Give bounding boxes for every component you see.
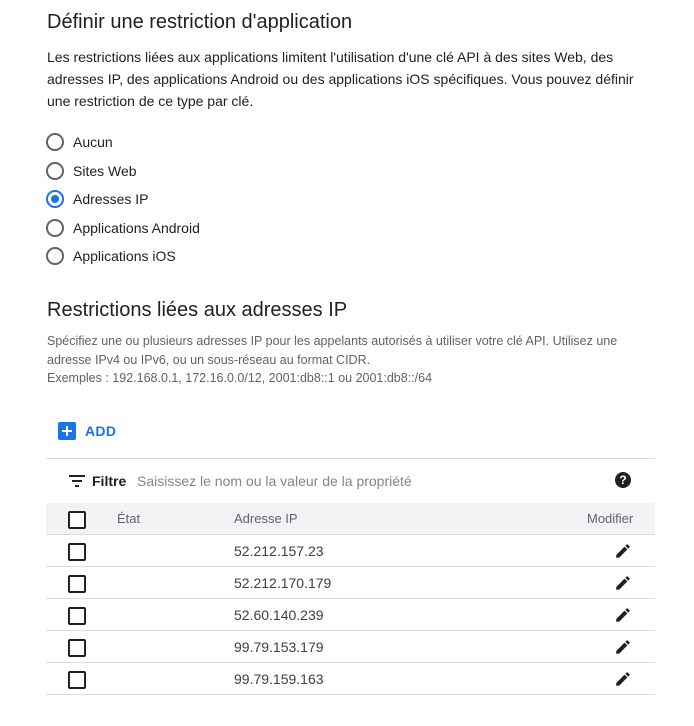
filter-label: Filtre [92, 473, 127, 489]
add-button[interactable] [58, 420, 116, 442]
row-checkbox[interactable] [68, 639, 86, 657]
divider [46, 534, 655, 535]
radio-option-sites-web[interactable] [46, 159, 137, 183]
radio-circle-icon[interactable] [46, 247, 64, 265]
edit-icon[interactable] [614, 574, 632, 592]
row-checkbox[interactable] [68, 543, 86, 561]
ip-examples-text: Exemples : 192.168.0.1, 172.16.0.0/12, 2001:db8::1 ou 2001:db8::/64 [47, 371, 433, 385]
radio-circle-icon[interactable] [46, 219, 64, 237]
divider [46, 458, 655, 459]
radio-circle-icon[interactable] [46, 162, 64, 180]
column-header-ip: Adresse IP [234, 511, 298, 526]
ip-address-cell: 52.60.140.239 [234, 607, 324, 623]
edit-icon[interactable] [614, 638, 632, 656]
radio-option-applications-android[interactable] [46, 216, 200, 240]
row-checkbox[interactable] [68, 671, 86, 689]
row-checkbox[interactable] [68, 575, 86, 593]
help-icon[interactable]: ? [615, 472, 631, 488]
ip-description-text: Spécifiez une ou plusieurs adresses IP pour les appelants autorisés à utiliser votre clé API. Utilisez une adresse IPv4 ou IPv6, ou un sous-réseau au format CIDR. [47, 334, 618, 367]
column-header-edit: Modifier [587, 511, 634, 526]
radio-checked-icon[interactable] [46, 190, 64, 208]
column-header-state: État [117, 511, 141, 526]
divider [46, 598, 655, 599]
radio-option-aucun[interactable] [46, 130, 113, 154]
ip-address-cell: 99.79.159.163 [234, 671, 324, 687]
ip-address-cell: 52.212.170.179 [234, 575, 332, 591]
add-button-label: ADD [85, 423, 117, 439]
ip-restrictions-description [47, 332, 657, 388]
radio-label: Aucun [73, 134, 113, 150]
radio-label: Applications iOS [73, 248, 176, 264]
edit-icon[interactable] [614, 542, 632, 560]
edit-icon[interactable] [614, 606, 632, 624]
radio-option-adresses-ip[interactable] [46, 187, 148, 211]
filter-input[interactable] [137, 470, 587, 492]
app-restriction-description: Les restrictions liées aux applications limitent l'utilisation d'une clé API à des sites Web, des adresses IP, des applications Android ou des applications iOS spécifiques. Vous pouvez définir une restriction de ce type par clé. [47, 49, 634, 109]
app-restriction-title: Définir une restriction d'application [47, 11, 353, 33]
divider [46, 566, 655, 567]
ip-address-cell: 52.212.157.23 [234, 543, 324, 559]
plus-icon [58, 422, 76, 440]
ip-address-cell: 99.79.153.179 [234, 639, 324, 655]
row-checkbox[interactable] [68, 607, 86, 625]
radio-label: Applications Android [73, 220, 200, 236]
radio-option-applications-ios[interactable] [46, 244, 176, 268]
radio-label: Adresses IP [73, 191, 149, 207]
ip-restrictions-title: Restrictions liées aux adresses IP [47, 299, 348, 321]
filter-icon [69, 475, 85, 487]
radio-circle-icon[interactable] [46, 133, 64, 151]
select-all-checkbox[interactable] [68, 511, 86, 529]
radio-label: Sites Web [73, 163, 137, 179]
divider [46, 694, 655, 695]
edit-icon[interactable] [614, 670, 632, 688]
divider [46, 662, 655, 663]
divider [46, 630, 655, 631]
